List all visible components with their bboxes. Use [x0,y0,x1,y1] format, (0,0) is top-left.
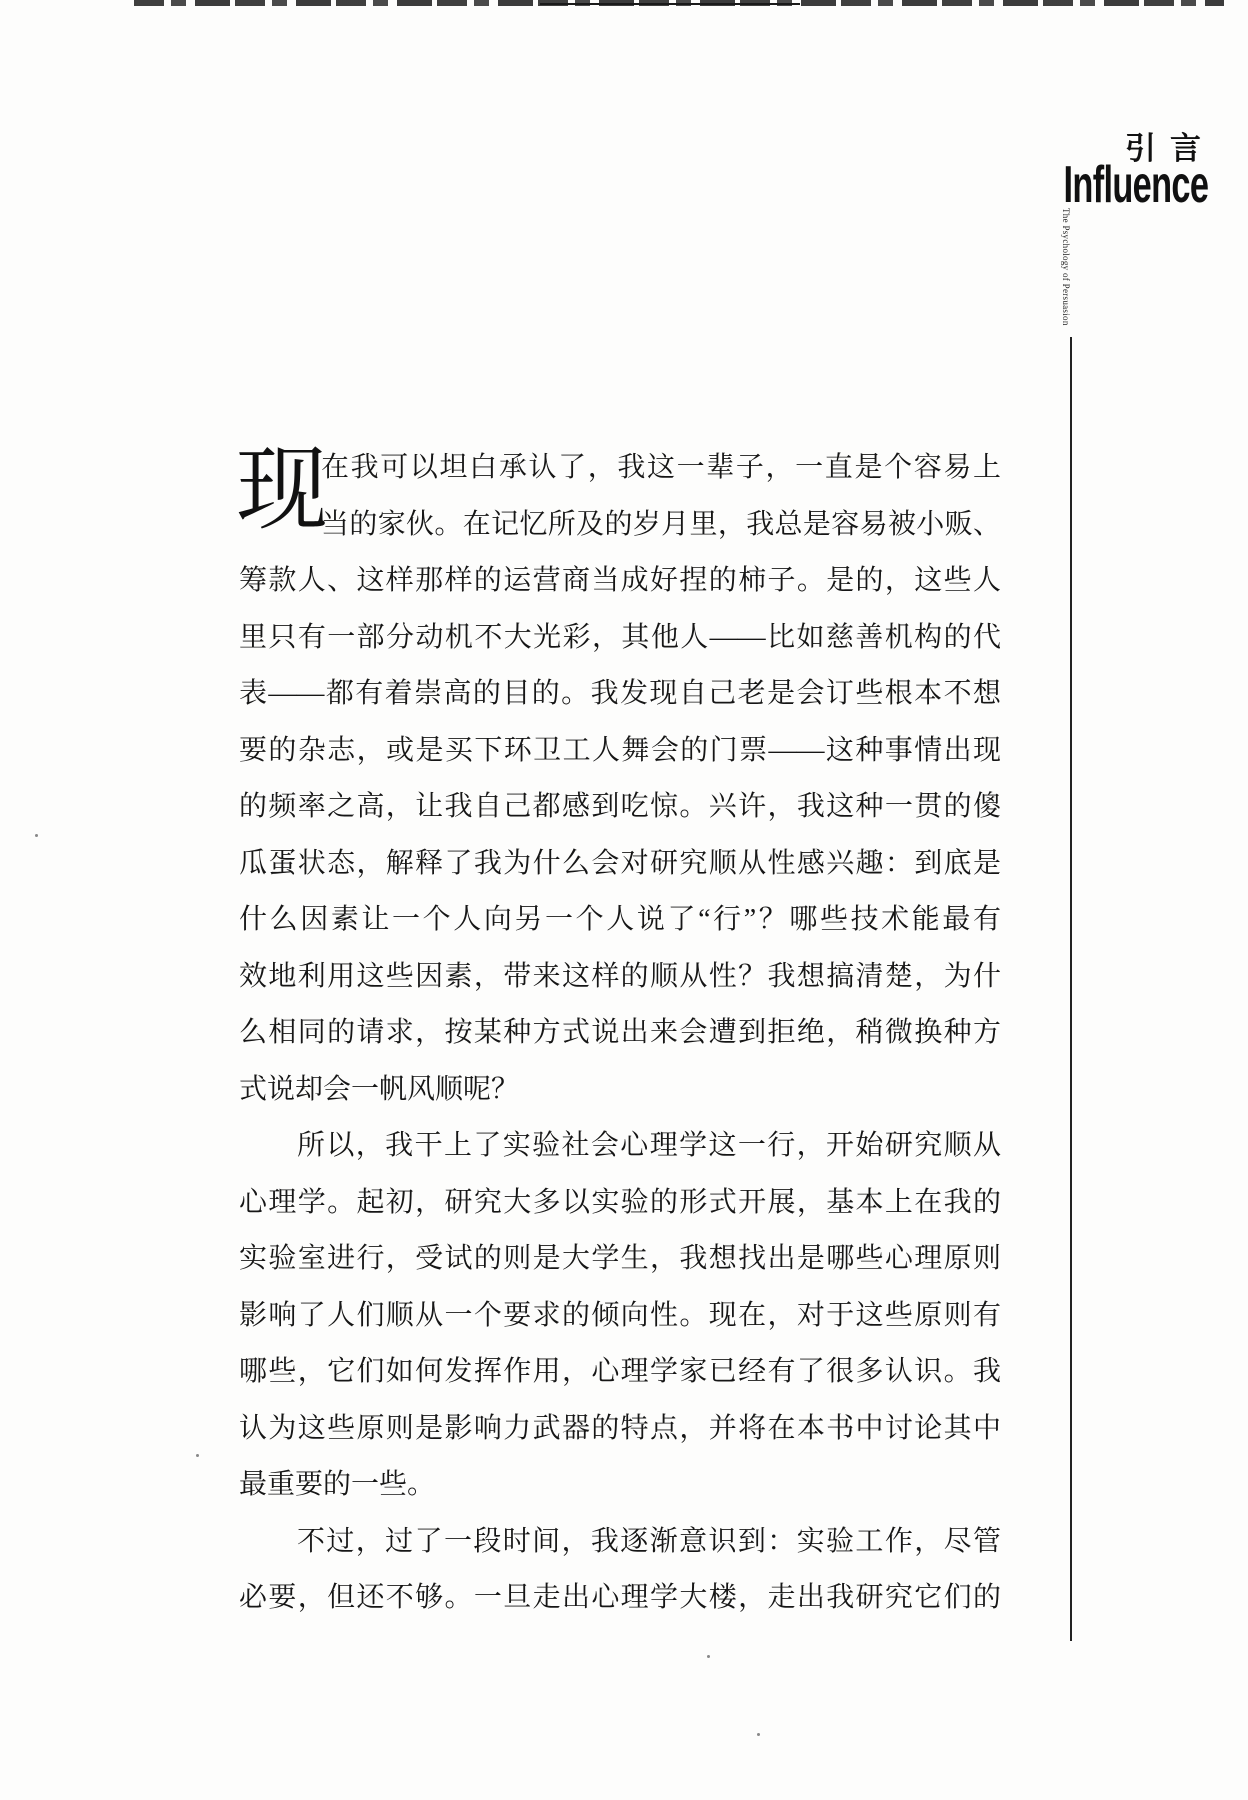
text-line: 表——都有着崇高的目的。我发现自己老是会订些根本不想 [239,678,1001,709]
text-line: 里只有一部分动机不大光彩，其他人——比如慈善机构的代 [239,621,1001,653]
text-line: 当的家伙。在记忆所及的岁月里，我总是容易被小贩、 [321,508,1001,540]
text-line: 在我可以坦白承认了，我这一辈子，一直是个容易上 [321,452,1001,483]
text-line: 不过，过了一段时间，我逐渐意识到：实验工作，尽管 [297,1525,1001,1557]
paragraph-2 [239,1118,1001,1514]
text-line: 最重要的一些。 [239,1469,436,1500]
drop-cap: 现 [236,439,329,541]
text-line: 影响了人们顺从一个要求的倾向性。现在，对于这些原则有 [239,1299,1001,1331]
text-line: 式说却会一帆风顺呢？ [239,1073,520,1105]
chapter-title: 引言 [1125,131,1215,167]
scan-edge-artifact-line [540,3,800,5]
book-title: Influence [1063,156,1208,214]
text-line: 哪些，它们如何发挥作用，心理学家已经有了很多认识。我 [239,1356,1001,1387]
paragraph-3 [239,1514,1001,1627]
text-line: 必要，但还不够。一旦走出心理学大楼，走出我研究它们的 [239,1582,1001,1613]
text-line: 效地利用这些因素，带来这样的顺从性？我想搞清楚，为什 [239,960,1001,992]
paragraph-1 [239,440,1001,1118]
text-line: 的频率之高，让我自己都感到吃惊。兴许，我这种一贯的傻 [239,791,1001,822]
margin-vertical-rule [1070,337,1072,1641]
text-line: 瓜蛋状态，解释了我为什么会对研究顺从性感兴趣：到底是 [239,847,1001,879]
text-line: 实验室进行，受试的则是大学生，我想找出是哪些心理原则 [239,1243,1001,1274]
scan-speck [35,834,38,837]
text-line: 所以，我干上了实验社会心理学这一行，开始研究顺从 [297,1130,1001,1161]
scan-speck [757,1733,760,1736]
text-line: 要的杂志，或是买下环卫工人舞会的门票——这种事情出现 [239,734,1001,766]
text-line: 么相同的请求，按某种方式说出来会遭到拒绝，稍微换种方 [239,1017,1001,1048]
text-line: 认为这些原则是影响力武器的特点，并将在本书中讨论其中 [239,1412,1001,1444]
text-line: 什么因素让一个人向另一个人说了“行”？哪些技术能最有 [239,904,1001,935]
book-subtitle: The Psychology of Persuasion [1061,208,1071,326]
scan-speck [196,1454,199,1457]
text-line: 心理学。起初，研究大多以实验的形式开展，基本上在我的 [239,1186,1001,1218]
scan-speck [707,1655,710,1658]
text-line: 筹款人、这样那样的运营商当成好捏的柿子。是的，这些人 [239,565,1001,596]
body-text [236,439,1001,1627]
